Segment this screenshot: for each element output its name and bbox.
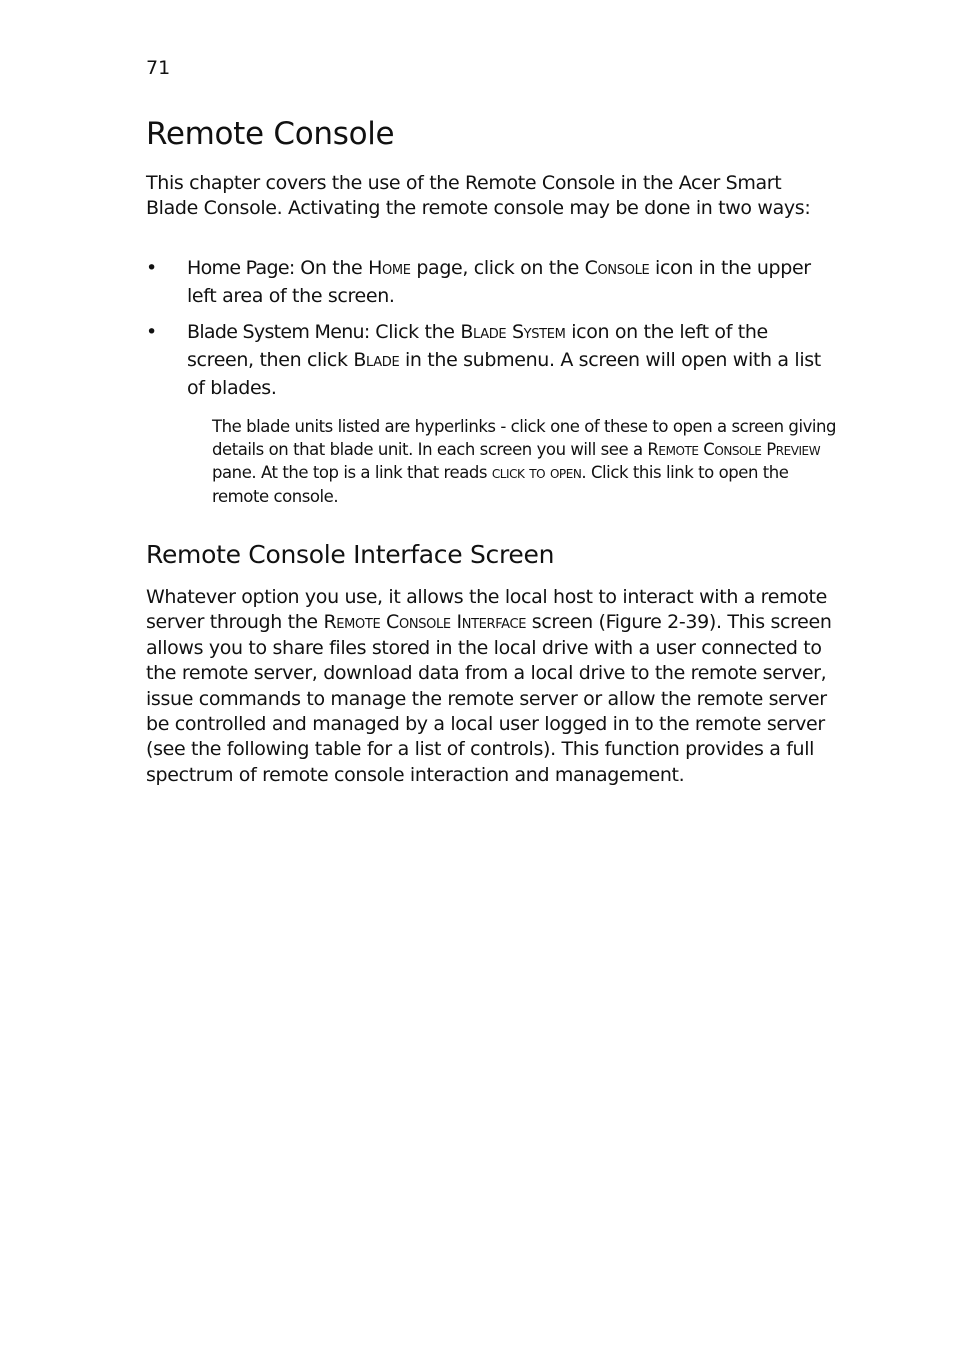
bullet-icon: • [146, 321, 157, 343]
bullet-icon: • [146, 257, 157, 279]
section-text: Whatever option you use, it allows the local host to interact with a remote server through the [146, 586, 827, 634]
bullet-text: icon on the left of the screen, then click [187, 321, 768, 371]
section-title: Remote Console Interface Screen [146, 540, 555, 569]
bullet-text: in the submenu. A screen will open with a list of blades. [187, 348, 821, 399]
ui-term: Blade System [460, 321, 566, 343]
note-paragraph [212, 415, 842, 508]
bullet-lead: Blade System Menu: [187, 321, 370, 343]
bullet-lead: Home Page: [187, 257, 295, 279]
ui-term: Remote Console Preview [647, 440, 821, 460]
bullet-body [187, 319, 836, 402]
note-text: . Click this link to open the remote console. [212, 463, 789, 506]
ui-term: Remote Console Interface [323, 611, 527, 634]
bullet-text: icon in the upper left area of the screen. [187, 257, 811, 307]
section-text: screen (Figure 2-39). This screen allows you to share files stored in the local drive with a user connected to the remote server, download data from a local drive to the remote server, issue commands to manage the remote server or allow the remote server be controlled and managed by a local user logged in to the remote server (see the following table for a list of controls). This function provides a full spectrum of remote console interaction and management. [146, 611, 832, 786]
ui-term: click to open [491, 463, 582, 483]
page-number: 71 [146, 57, 171, 79]
bullet-text: Click the [369, 321, 461, 343]
bullet-text: page, click on the [410, 257, 585, 279]
ui-term: Blade [353, 348, 400, 371]
chapter-title: Remote Console [146, 116, 395, 152]
bullet-blade-system-menu [146, 319, 836, 402]
ui-term: Home [368, 257, 411, 279]
bullet-body [187, 255, 836, 311]
note-text: pane. At the top is a link that reads [212, 463, 492, 483]
intro-paragraph: This chapter covers the use of the Remote Console in the Acer Smart Blade Console. Activating the remote console may be done in two ways: [146, 172, 811, 220]
bullet-text: On the [294, 257, 369, 279]
bullet-home-page [146, 255, 836, 311]
note-text: The blade units listed are hyperlinks - click one of these to open a screen giving details on that blade unit. In each screen you will see a [212, 417, 837, 460]
section-paragraph [146, 585, 836, 788]
ui-term: Console [584, 257, 650, 279]
